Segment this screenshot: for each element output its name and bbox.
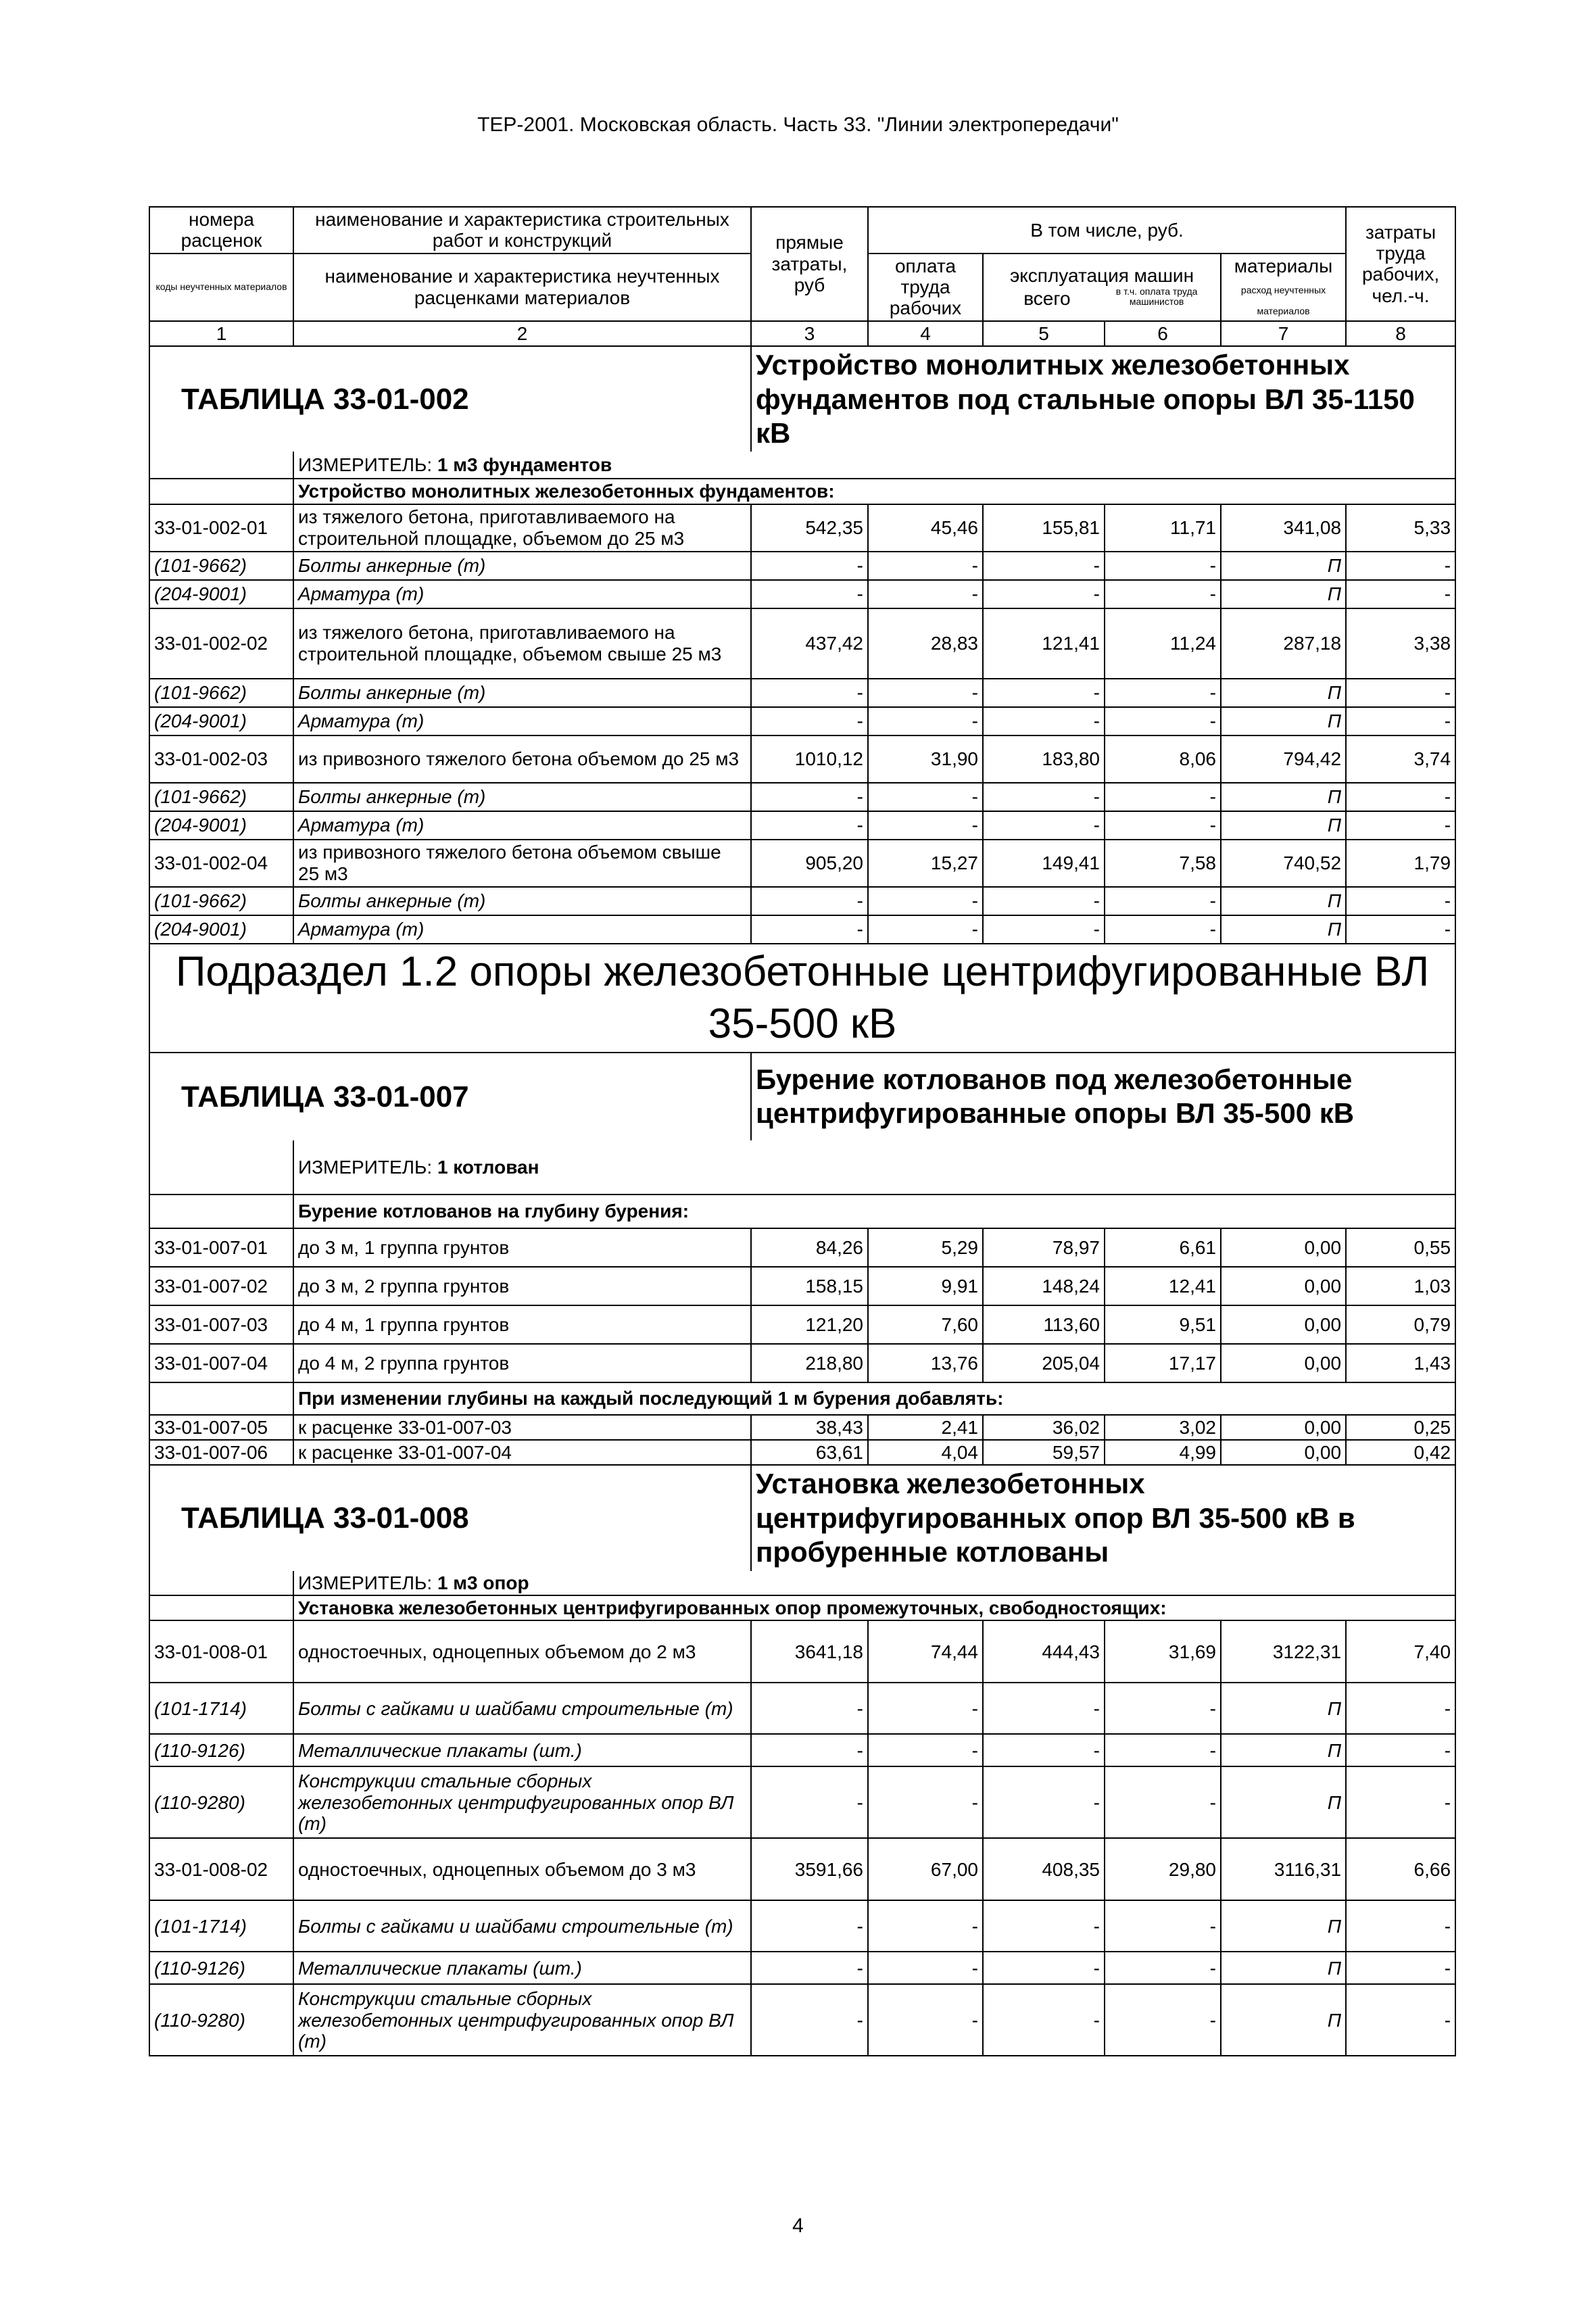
resource-material-mark: П [1221,1952,1346,1984]
t007-description: Бурение котлованов под железобетонные центрифугированные опоры ВЛ 35-500 кВ [756,1063,1355,1130]
rate-val-4: 13,76 [868,1344,983,1382]
rate-val-5: 148,24 [983,1267,1105,1305]
rate-name: до 4 м, 1 группа грунтов [293,1305,751,1344]
rate-val-6: 11,24 [1105,608,1221,679]
resource-dash: - [1346,1984,1455,2056]
rate-val-7: 0,00 [1221,1440,1346,1465]
rates-table [149,206,1456,2056]
resource-dash: - [1105,707,1221,735]
rate-name: из привозного тяжелого бетона объемом свыше 25 м3 [293,840,751,887]
rate-name: из тяжелого бетона, приготавливаемого на строительной площадке, объемом свыше 25 м3 [293,608,751,679]
resource-dash: - [983,887,1105,915]
resource-dash: - [751,1734,868,1766]
resource-dash: - [1346,887,1455,915]
resource-name: Металлические плакаты (шт.) [293,1952,751,1984]
resource-dash: - [983,1683,1105,1734]
resource-code: (101-1714) [149,1683,293,1734]
resource-dash: - [868,915,983,944]
col-num-8: 8 [1346,321,1455,346]
resource-material-mark: П [1221,679,1346,707]
col-head-group: В том числе, руб. [868,207,1346,254]
resource-dash: - [868,1952,983,1984]
rate-val-3: 158,15 [751,1267,868,1305]
resource-dash: - [751,580,868,608]
rate-name: одностоечных, одноцепных объемом до 3 м3 [293,1838,751,1900]
rate-val-5: 59,57 [983,1440,1105,1465]
resource-name: Конструкции стальные сборных железобетонных центрифугированных опор ВЛ (т) [293,1766,751,1838]
rate-val-4: 7,60 [868,1305,983,1344]
rate-val-5: 155,81 [983,504,1105,552]
measure-label: ИЗМЕРИТЕЛЬ: [298,1572,433,1593]
resource-dash: - [1105,1766,1221,1838]
rate-val-8: 5,33 [1346,504,1455,552]
col-num-7: 7 [1221,321,1346,346]
resource-dash: - [1105,1984,1221,2056]
rate-val-7: 740,52 [1221,840,1346,887]
subsection-title: Подраздел 1.2 опоры железобетонные центрифугированные ВЛ 35-500 кВ [149,944,1455,1053]
resource-name: Болты анкерные (т) [293,679,751,707]
rate-val-4: 67,00 [868,1838,983,1900]
resource-material-mark: П [1221,1683,1346,1734]
resource-name: Металлические плакаты (шт.) [293,1734,751,1766]
resource-dash: - [868,1766,983,1838]
rate-code: 33-01-007-01 [149,1228,293,1267]
resource-dash: - [868,783,983,811]
resource-dash: - [1105,915,1221,944]
col-head-4: оплата труда рабочих [889,255,962,319]
rate-val-5: 78,97 [983,1228,1105,1267]
resource-dash: - [1105,811,1221,840]
resource-material-mark: П [1221,915,1346,944]
rate-val-6: 17,17 [1105,1344,1221,1382]
rate-code: 33-01-007-06 [149,1440,293,1465]
rate-val-8: 7,40 [1346,1620,1455,1683]
group-heading: Устройство монолитных железобетонных фундаментов: [293,479,1455,504]
resource-code: (204-9001) [149,580,293,608]
resource-dash: - [868,1683,983,1734]
rate-val-4: 5,29 [868,1228,983,1267]
col-head-8: затраты труда рабочих, чел.-ч. [1346,207,1455,321]
resource-dash: - [1105,887,1221,915]
rate-code: 33-01-002-03 [149,735,293,783]
rate-val-5: 149,41 [983,840,1105,887]
rate-val-8: 0,25 [1346,1415,1455,1440]
rate-name: до 4 м, 2 группа грунтов [293,1344,751,1382]
rate-val-8: 1,03 [1346,1267,1455,1305]
rate-val-7: 3122,31 [1221,1620,1346,1683]
resource-dash: - [868,1984,983,2056]
resource-dash: - [868,811,983,840]
resource-dash: - [1105,580,1221,608]
rate-code: 33-01-002-01 [149,504,293,552]
group-heading: При изменении глубины на каждый последующий 1 м бурения добавлять: [293,1382,1455,1415]
resource-dash: - [1346,1900,1455,1952]
resource-dash: - [868,1734,983,1766]
resource-dash: - [751,1984,868,2056]
measure-label: ИЗМЕРИТЕЛЬ: [298,454,433,476]
rate-val-5: 36,02 [983,1415,1105,1440]
resource-code: (204-9001) [149,915,293,944]
rate-code: 33-01-007-05 [149,1415,293,1440]
resource-name: Болты анкерные (т) [293,887,751,915]
resource-dash: - [1105,679,1221,707]
col-head-1a: номера расценок [149,207,293,254]
rate-val-5: 183,80 [983,735,1105,783]
resource-dash: - [983,580,1105,608]
rate-val-6: 29,80 [1105,1838,1221,1900]
rate-val-8: 3,74 [1346,735,1455,783]
rate-val-5: 121,41 [983,608,1105,679]
t007-title: ТАБЛИЦА 33-01-007 [181,1080,469,1113]
col-num-6: 6 [1105,321,1221,346]
col-head-2a: наименование и характеристика строительных работ и конструкций [293,207,751,254]
rate-val-4: 31,90 [868,735,983,783]
resource-dash: - [1105,1900,1221,1952]
resource-material-mark: П [1221,1766,1346,1838]
resource-dash: - [983,811,1105,840]
resource-dash: - [868,707,983,735]
resource-dash: - [1346,707,1455,735]
rate-val-8: 6,66 [1346,1838,1455,1900]
resource-dash: - [868,1900,983,1952]
resource-dash: - [1346,679,1455,707]
rate-val-3: 437,42 [751,608,868,679]
rate-code: 33-01-002-02 [149,608,293,679]
col-head-materials: материалы [1234,255,1333,276]
resource-dash: - [751,707,868,735]
rate-val-4: 9,91 [868,1267,983,1305]
rate-val-5: 113,60 [983,1305,1105,1344]
resource-dash: - [1105,1952,1221,1984]
rate-val-3: 542,35 [751,504,868,552]
resource-code: (101-9662) [149,783,293,811]
rate-val-3: 905,20 [751,840,868,887]
resource-material-mark: П [1221,1984,1346,2056]
resource-dash: - [983,707,1105,735]
resource-dash: - [751,915,868,944]
rate-val-8: 3,38 [1346,608,1455,679]
resource-dash: - [751,1683,868,1734]
resource-name: Болты с гайками и шайбами строительные (т) [293,1683,751,1734]
col-num-5: 5 [983,321,1105,346]
rate-name: к расценке 33-01-007-04 [293,1440,751,1465]
rate-name: из привозного тяжелого бетона объемом до 25 м3 [293,735,751,783]
rate-val-6: 6,61 [1105,1228,1221,1267]
resource-dash: - [751,1952,868,1984]
col-head-machines: эксплуатация машин [1009,265,1194,287]
resource-name: Болты анкерные (т) [293,552,751,580]
rate-val-3: 63,61 [751,1440,868,1465]
rate-val-4: 74,44 [868,1620,983,1683]
rate-val-6: 8,06 [1105,735,1221,783]
resource-dash: - [983,679,1105,707]
rate-val-6: 3,02 [1105,1415,1221,1440]
resource-code: (110-9280) [149,1984,293,2056]
col-head-2b: наименование и характеристика неучтенных расценками материалов [293,254,751,321]
rate-val-8: 0,42 [1346,1440,1455,1465]
resource-dash: - [1346,580,1455,608]
rate-code: 33-01-008-02 [149,1838,293,1900]
resource-name: Арматура (т) [293,707,751,735]
col-head-6: в т.ч. оплата труда машинистов [1115,285,1198,307]
rate-val-7: 0,00 [1221,1415,1346,1440]
resource-code: (204-9001) [149,707,293,735]
resource-dash: - [1346,1683,1455,1734]
resource-name: Арматура (т) [293,811,751,840]
rate-name: одностоечных, одноцепных объемом до 2 м3 [293,1620,751,1683]
resource-dash: - [868,580,983,608]
resource-dash: - [1105,783,1221,811]
rate-code: 33-01-007-04 [149,1344,293,1382]
resource-dash: - [1346,1734,1455,1766]
rate-val-7: 287,18 [1221,608,1346,679]
resource-code: (110-9280) [149,1766,293,1838]
resource-dash: - [868,887,983,915]
rate-val-7: 794,42 [1221,735,1346,783]
resource-dash: - [1346,1766,1455,1838]
resource-material-mark: П [1221,707,1346,735]
col-num-2: 2 [293,321,751,346]
rate-val-7: 0,00 [1221,1228,1346,1267]
rate-val-3: 1010,12 [751,735,868,783]
rate-val-3: 121,20 [751,1305,868,1344]
resource-dash: - [1105,1683,1221,1734]
resource-dash: - [868,679,983,707]
resource-dash: - [983,1952,1105,1984]
col-head-1b: коды неучтенных материалов [149,254,293,321]
resource-code: (101-9662) [149,887,293,915]
resource-material-mark: П [1221,887,1346,915]
rate-val-7: 341,08 [1221,504,1346,552]
rate-val-3: 3641,18 [751,1620,868,1683]
t002-description: Устройство монолитных железобетонных фундаментов под стальные опоры ВЛ 35-1150 кВ [756,349,1415,449]
resource-name: Арматура (т) [293,915,751,944]
resource-dash: - [751,1766,868,1838]
resource-dash: - [751,887,868,915]
rate-val-8: 1,79 [1346,840,1455,887]
col-num-3: 3 [751,321,868,346]
rate-val-5: 408,35 [983,1838,1105,1900]
page-header: ТЕР-2001. Московская область. Часть 33. "Линии электропередачи" [477,114,1119,136]
resource-dash: - [1346,811,1455,840]
rate-val-6: 11,71 [1105,504,1221,552]
resource-name: Арматура (т) [293,580,751,608]
resource-dash: - [751,811,868,840]
rate-val-6: 12,41 [1105,1267,1221,1305]
resource-dash: - [1346,552,1455,580]
rate-val-4: 2,41 [868,1415,983,1440]
resource-dash: - [1346,1952,1455,1984]
rate-val-8: 0,79 [1346,1305,1455,1344]
col-num-4: 4 [868,321,983,346]
resource-material-mark: П [1221,783,1346,811]
rate-code: 33-01-007-02 [149,1267,293,1305]
rate-val-3: 84,26 [751,1228,868,1267]
rate-val-7: 3116,31 [1221,1838,1346,1900]
resource-dash: - [751,679,868,707]
col-head-5: всего [1023,287,1071,309]
rate-val-6: 31,69 [1105,1620,1221,1683]
rate-val-4: 45,46 [868,504,983,552]
col-head-3: прямые затраты, руб [751,207,868,321]
t008-description: Установка железобетонных центрифугированных опор ВЛ 35-500 кВ в пробуренные котлованы [756,1468,1355,1568]
resource-material-mark: П [1221,1900,1346,1952]
rate-name: до 3 м, 2 группа грунтов [293,1267,751,1305]
resource-name: Болты анкерные (т) [293,783,751,811]
resource-name: Болты с гайками и шайбами строительные (т) [293,1900,751,1952]
rate-val-8: 0,55 [1346,1228,1455,1267]
rate-val-6: 9,51 [1105,1305,1221,1344]
rate-val-5: 444,43 [983,1620,1105,1683]
resource-dash: - [751,1900,868,1952]
resource-dash: - [751,783,868,811]
col-head-7: расход неучтенных материалов [1240,285,1326,317]
resource-material-mark: П [1221,580,1346,608]
resource-dash: - [983,1984,1105,2056]
rate-name: до 3 м, 1 группа грунтов [293,1228,751,1267]
measure-label: ИЗМЕРИТЕЛЬ: [298,1156,433,1178]
resource-code: (110-9126) [149,1734,293,1766]
resource-material-mark: П [1221,811,1346,840]
resource-dash: - [983,552,1105,580]
rate-code: 33-01-007-03 [149,1305,293,1344]
resource-material-mark: П [1221,552,1346,580]
resource-dash: - [1346,783,1455,811]
rate-val-3: 38,43 [751,1415,868,1440]
rate-name: из тяжелого бетона, приготавливаемого на строительной площадке, объемом до 25 м3 [293,504,751,552]
rate-val-6: 7,58 [1105,840,1221,887]
resource-code: (101-9662) [149,679,293,707]
resource-code: (101-1714) [149,1900,293,1952]
measure-value: 1 котлован [437,1156,539,1178]
resource-dash: - [983,1734,1105,1766]
resource-code: (110-9126) [149,1952,293,1984]
resource-dash: - [751,552,868,580]
measure-value: 1 м3 опор [437,1572,529,1593]
resource-dash: - [1346,915,1455,944]
col-num-1: 1 [149,321,293,346]
rate-val-4: 28,83 [868,608,983,679]
resource-code: (204-9001) [149,811,293,840]
rate-code: 33-01-008-01 [149,1620,293,1683]
rate-code: 33-01-002-04 [149,840,293,887]
resource-dash: - [983,1766,1105,1838]
resource-material-mark: П [1221,1734,1346,1766]
rate-val-4: 4,04 [868,1440,983,1465]
resource-dash: - [1105,1734,1221,1766]
t008-title: ТАБЛИЦА 33-01-008 [181,1501,469,1535]
group-heading: Установка железобетонных центрифугированных опор промежуточных, свободностоящих: [293,1595,1455,1620]
resource-dash: - [983,1900,1105,1952]
rate-val-3: 3591,66 [751,1838,868,1900]
page-number: 4 [792,2215,804,2237]
resource-dash: - [983,915,1105,944]
rate-val-3: 218,80 [751,1344,868,1382]
resource-dash: - [1105,552,1221,580]
group-heading: Бурение котлованов на глубину бурения: [293,1195,1455,1228]
resource-dash: - [868,552,983,580]
rate-name: к расценке 33-01-007-03 [293,1415,751,1440]
rate-val-5: 205,04 [983,1344,1105,1382]
resource-dash: - [983,783,1105,811]
t002-title: ТАБЛИЦА 33-01-002 [181,383,469,416]
rate-val-6: 4,99 [1105,1440,1221,1465]
rate-val-7: 0,00 [1221,1267,1346,1305]
rate-val-7: 0,00 [1221,1305,1346,1344]
resource-code: (101-9662) [149,552,293,580]
measure-value: 1 м3 фундаментов [437,454,612,476]
rate-val-4: 15,27 [868,840,983,887]
rate-val-8: 1,43 [1346,1344,1455,1382]
rate-val-7: 0,00 [1221,1344,1346,1382]
resource-name: Конструкции стальные сборных железобетонных центрифугированных опор ВЛ (т) [293,1984,751,2056]
